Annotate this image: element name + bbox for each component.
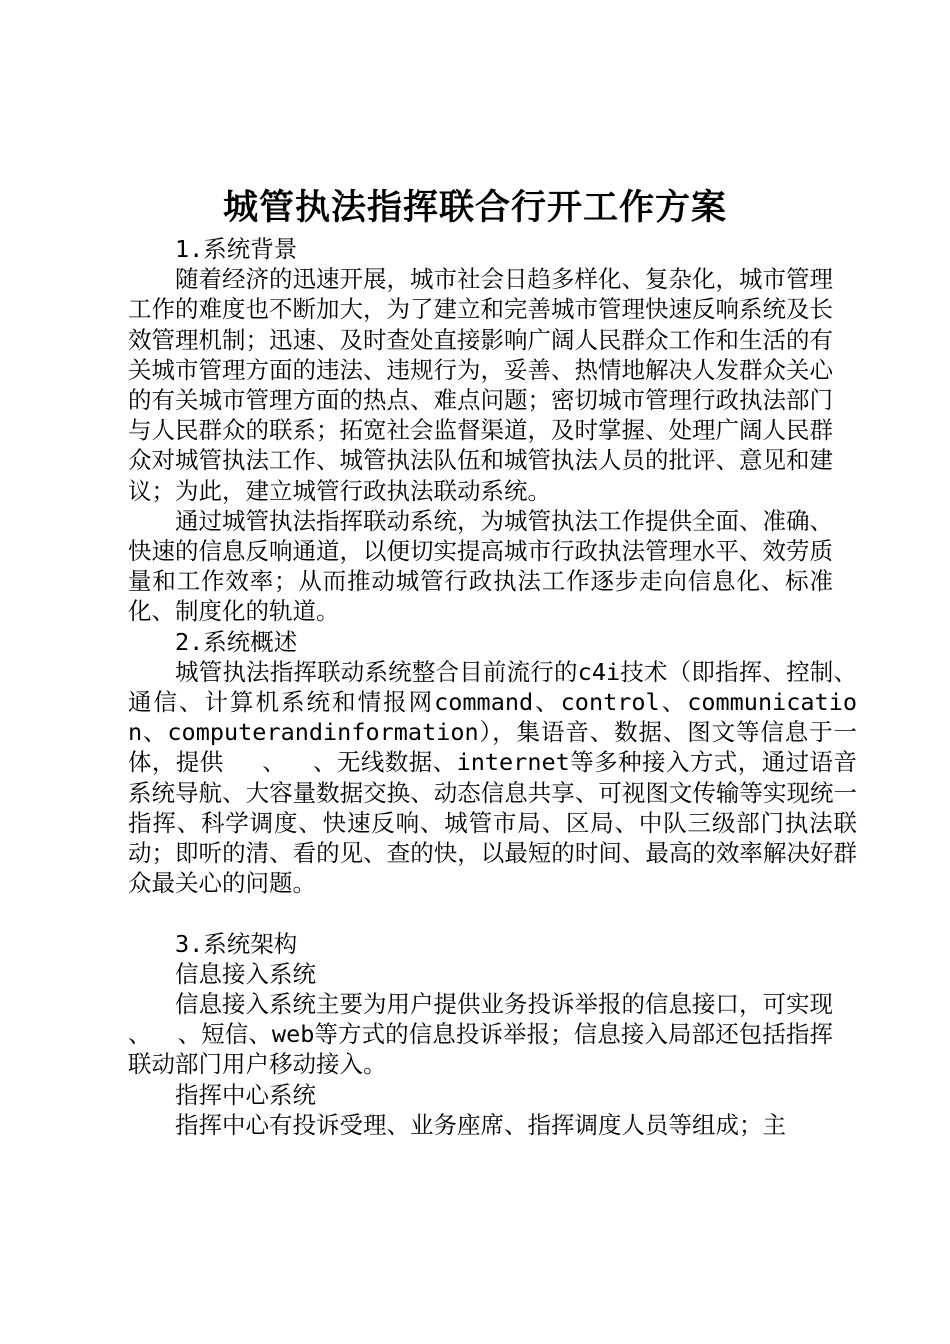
blank-line [128,898,833,928]
paragraph-overview: 城管执法指挥联动系统整合目前流行的c4i技术（即指挥、控制、通信、计算机系统和情报网command、control、communication、computerandinformation），集语音、数据、图文等信息于一体，提供 、 、无线数据、internet等多种接入方式，通过语音系统导航、大容量数据交换、动态信息共享、可视图文传输等实现统一指挥、科学调度、快速反响、城管市局、区局、中队三级部门执法联动；即听的清、看的见、查的快，以最短的时间、最高的效率解决好群众最关心的问题。 [128,657,857,898]
document-title: 城管执法指挥联合行开工作方案 [222,187,727,228]
document-body [128,234,871,1140]
subheading-info-access: 信息接入系统 [175,959,316,988]
paragraph-purpose: 通过城管执法指挥联动系统，为城管执法工作提供全面、准确、快速的信息反响通道，以便切实提高城市行政执法管理水平、效劳质量和工作效率；从而推动城管行政执法工作逐步走向信息化、标准化、制度化的轨道。 [128,506,833,626]
paragraph-info-access: 信息接入系统主要为用户提供业务投诉举报的信息接口，可实现 、 、短信、web等方式的信息投诉举报；信息接入局部还包括指挥联动部门用户移动接入。 [128,990,871,1079]
section-heading-1: 1.系统背景 [175,235,298,263]
section-heading-2: 2.系统概述 [175,627,298,656]
section-heading-3: 3.系统架构 [175,929,298,958]
paragraph-command-center: 指挥中心有投诉受理、业务座席、指挥调度人员等组成；主 [175,1110,786,1139]
subheading-command-center: 指挥中心系统 [175,1080,316,1109]
paragraph-background: 随着经济的迅速开展，城市社会日趋多样化、复杂化，城市管理工作的难度也不断加大，为了建立和完善城市管理快速反响系统及长效管理机制；迅速、及时查处直接影响广阔人民群众工作和生活的有关城市管理方面的违法、违规行为，妥善、热情地解决人发群众关心的有关城市管理方面的热点、难点问题；密切城市管理行政执法部门与人民群众的联系；拓宽社会监督渠道，及时掌握、处理广阔人民群众对城管执法工作、城管执法队伍和城管执法人员的批评、意见和建议；为此，建立城管行政执法联动系统。 [128,265,833,505]
